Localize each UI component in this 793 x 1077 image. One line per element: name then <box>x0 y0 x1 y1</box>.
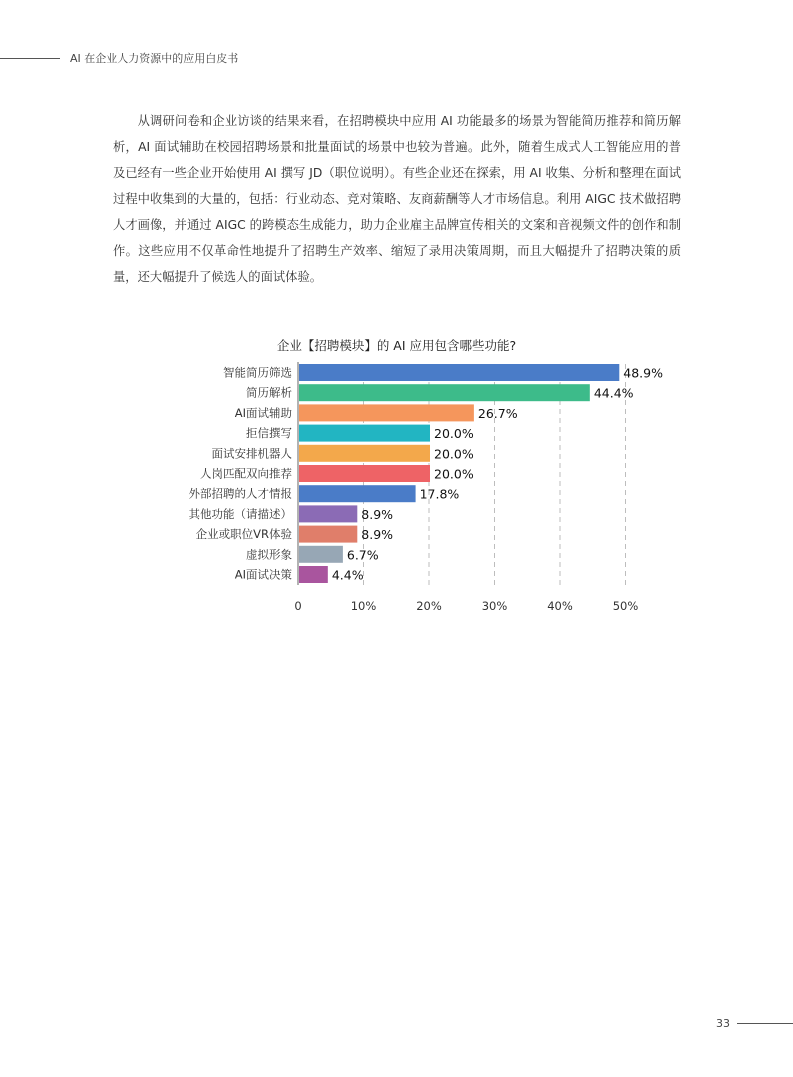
value-label: 6.7% <box>346 547 379 563</box>
value-label: 20.0% <box>434 446 474 462</box>
category-label: 企业或职位VR体验 <box>195 527 292 542</box>
running-header: AI 在企业人力资源中的应用白皮书 <box>70 52 239 65</box>
category-label: 人岗匹配双向推荐 <box>200 466 292 481</box>
footer-rule <box>737 1023 793 1024</box>
bar <box>299 526 357 543</box>
value-label: 20.0% <box>434 426 474 442</box>
value-label: 44.4% <box>593 385 634 401</box>
bar <box>299 384 590 401</box>
x-tick-label: 40% <box>547 599 573 613</box>
x-tick-label: 10% <box>350 599 377 613</box>
x-tick-label: 20% <box>416 599 442 613</box>
body-paragraph: 从调研问卷和企业访谈的结果来看，在招聘模块中应用 AI 功能最多的场景为智能简历推荐和简历解析，AI 面试辅助在校园招聘场景和批量面试的场景中也较为普遍。此外，随着生成式人工智能应用的普及已经有一些企业开始使用 AI 撰写 JD（职位说明）。有些企业还在探索，用 AI 收集、分析和整理在面试过程中收集到的大量的，包括：行业动态、竞对策略、友商薪酬等人才市场信息。利用 AIGC 技术做招聘人才画像，并通过 AIGC 的跨模态生成能力，助力企业雇主品牌宣传相关的文案和音视频文件的创作和制作。这些应用不仅革命性地提升了招聘生产效率、缩短了录用决策周期，而且大幅提升了招聘决策的质量，还大幅提升了候选人的面试体验。 <box>113 114 681 284</box>
value-label: 8.9% <box>361 506 394 522</box>
category-label: 虚拟形象 <box>246 547 292 562</box>
bar <box>299 364 619 381</box>
x-tick-label: 30% <box>481 599 508 613</box>
value-label: 4.4% <box>331 567 364 583</box>
chart-title: 企业【招聘模块】的 AI 应用包含哪些功能? <box>276 338 517 353</box>
category-label: AI面试辅助 <box>234 405 292 420</box>
category-label: 其他功能（请描述） <box>188 506 292 521</box>
value-label: 26.7% <box>477 405 518 421</box>
value-label: 17.8% <box>419 486 460 502</box>
bar <box>299 465 430 482</box>
bar <box>299 425 430 442</box>
bar <box>299 566 328 583</box>
value-label: 48.9% <box>623 365 664 381</box>
bar <box>299 445 430 462</box>
value-label: 8.9% <box>361 527 394 543</box>
bar <box>299 505 357 522</box>
bar <box>299 485 416 502</box>
category-label: 智能简历筛选 <box>223 365 292 380</box>
bar <box>299 404 474 421</box>
x-tick-label: 50% <box>612 599 639 613</box>
value-label: 20.0% <box>434 466 474 482</box>
page-number: 33 <box>716 1017 730 1030</box>
category-label: 简历解析 <box>246 385 292 400</box>
bar <box>299 546 343 563</box>
category-label: 外部招聘的人才情报 <box>188 486 292 501</box>
category-label: 拒信撰写 <box>246 426 292 441</box>
x-tick-label: 0 <box>294 599 302 613</box>
category-label: 面试安排机器人 <box>211 446 292 461</box>
category-label: AI面试决策 <box>234 567 292 582</box>
